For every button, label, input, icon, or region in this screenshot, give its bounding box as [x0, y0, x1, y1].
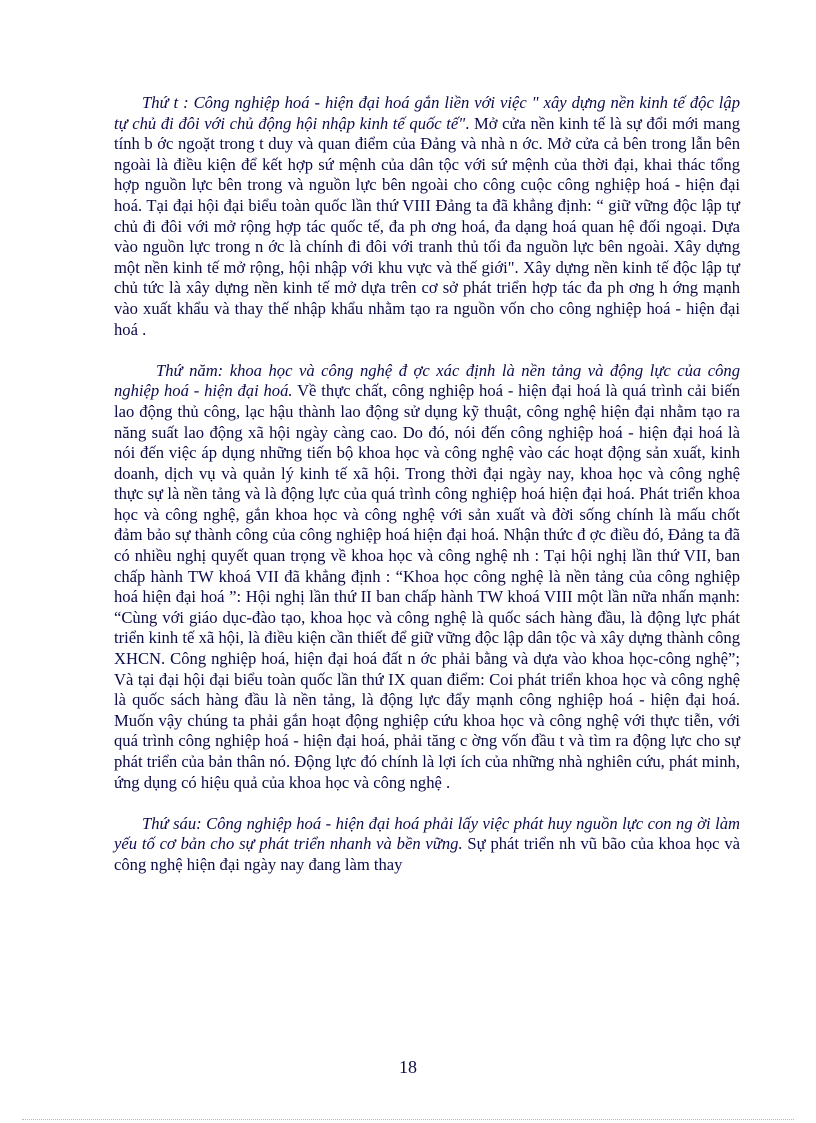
paragraph-thu-nam: [114, 361, 740, 793]
page-body: [114, 93, 740, 896]
paragraph-thu-sau: [114, 814, 740, 876]
paragraph-heading: Thứ năm: khoa học và công nghệ đ ợc xác định là nền tảng và động lực của công nghiệp hoá - hiện đại hoá.: [114, 360, 740, 401]
paragraph-text: Sự phát triển nh vũ bão của khoa học và công nghệ hiện đại ngày nay đang làm thay: [114, 834, 741, 874]
paragraph-thu-tu: [114, 93, 740, 340]
paragraph-heading: Thứ sáu: Công nghiệp hoá - hiện đại hoá phải lấy việc phát huy nguồn lực con ng ời làm yếu tố cơ bản cho sự phát triển nhanh và bền vững.: [114, 813, 740, 854]
paragraph-text: . Mở cửa nền kinh tế là sự đổi mới mang tính b ớc ngoặt trong t duy và quan điểm của Đảng và nhà n ớc. Mở cửa cả bên trong lẫn bên ngoài là điều kiện để kết hợp sứ mệnh của dân tộc với sứ mệnh của thời đại, khai thác tổng hợp nguồn lực bên trong và nguồn lực bên ngoài cho công cuộc công nghiệp hoá - hiện đại hoá. Tại đại hội đại biểu toàn quốc lần thứ VIII Đảng ta đã khẳng định: “ giữ vững độc lập tự chủ đi đôi với mở rộng hợp tác quốc tế, đa ph ơng hoá, đa dạng hoá quan hệ đối ngoại. Dựa vào nguồn lực trong n ớc là chính đi đôi với tranh thủ tối đa nguồn lực bên ngoài. Xây dựng một nền kinh tế mở rộng, hội nhập với khu vực và thế giới". Xây dựng nền kinh tế độc lập tự chủ tức là xây dựng nền kinh tế mở dựa trên cơ sở phát triển hợp tác đa ph ơng h ớng mạnh vào xuất khẩu và thay thế nhập khẩu nhằm tạo ra nguồn vốn cho công nghiệp hoá - hiện đại hoá .: [114, 113, 740, 339]
paragraph-heading: Thứ t : Công nghiệp hoá - hiện đại hoá gắn liền với việc " xây dựng nền kinh tế độc lập tự chủ đi đôi với chủ động hội nhập kinh tế quốc tế": [114, 93, 740, 133]
paragraph-text: Về thực chất, công nghiệp hoá - hiện đại hoá là quá trình cải biến lao động thủ công, lạc hậu thành lao động sử dụng kỹ thuật, công nghệ hiện đại nhằm tạo ra năng suất lao động xã hội ngày càng cao. Do đó, nói đến công nghiệp hoá - hiện đại hoá là nói đến việc áp dụng những tiến bộ khoa học và công nghệ vào các hoạt động sản xuất, kinh doanh, dịch vụ và quản lý kinh tế xã hội. Trong thời đại ngày nay, khoa học và công nghệ thực sự là nền tảng và là động lực của quá trình công nghiệp hoá hiện đại hoá. Phát triển khoa học và công nghệ, gắn khoa học và công nghệ với sản xuất và đời sống chính là mấu chốt đảm bảo sự thành công của công nghiệp hoá hiện đại hoá. Nhận thức đ ợc điều đó, Đảng ta đã có nhiều nghị quyết quan trọng về khoa học và công nghệ nh : Tại hội nghị lần thứ VII, ban chấp hành TW khoá VII đã khẳng định : “Khoa học công nghệ là nền tảng của công nghiệp hoá hiện đại hoá ”: Hội nghị lần thứ II ban chấp hành TW khoá VIII một lần nữa nhấn mạnh: “Cùng với giáo dục-đào tạo, khoa học và công nghệ là quốc sách hàng đầu, là động lực phát triển kinh tế xã hội, là điều kiện cần thiết để giữ vững độc lập dân tộc và xây dựng thành công XHCN. Công nghiệp hoá, hiện đại hoá đất n ớc phải bằng và dựa vào khoa học-công nghệ”; Và tại đại hội đại biểu toàn quốc lần thứ IX quan điểm: Coi phát triển khoa học và công nghệ là quốc sách hàng đầu là nền tảng, là động lực đẩy mạnh công nghiệp hoá - hiện đại hoá. Muốn vậy chúng ta phải gắn hoạt động nghiệp cứu khoa học và công nghệ với thực tiễn, với quá trình công nghiệp hoá - hiện đại hoá, phải tăng c ờng vốn đầu t và tìm ra động lực cho sự phát triển của bản thân nó. Động lực đó chính là lợi ích của những nhà nghiên cứu, phát minh, ứng dụng có hiệu quả của khoa học và công nghệ .: [114, 381, 740, 792]
page-number: 18: [399, 1057, 417, 1077]
page-bottom-edge-divider: [22, 1119, 794, 1120]
